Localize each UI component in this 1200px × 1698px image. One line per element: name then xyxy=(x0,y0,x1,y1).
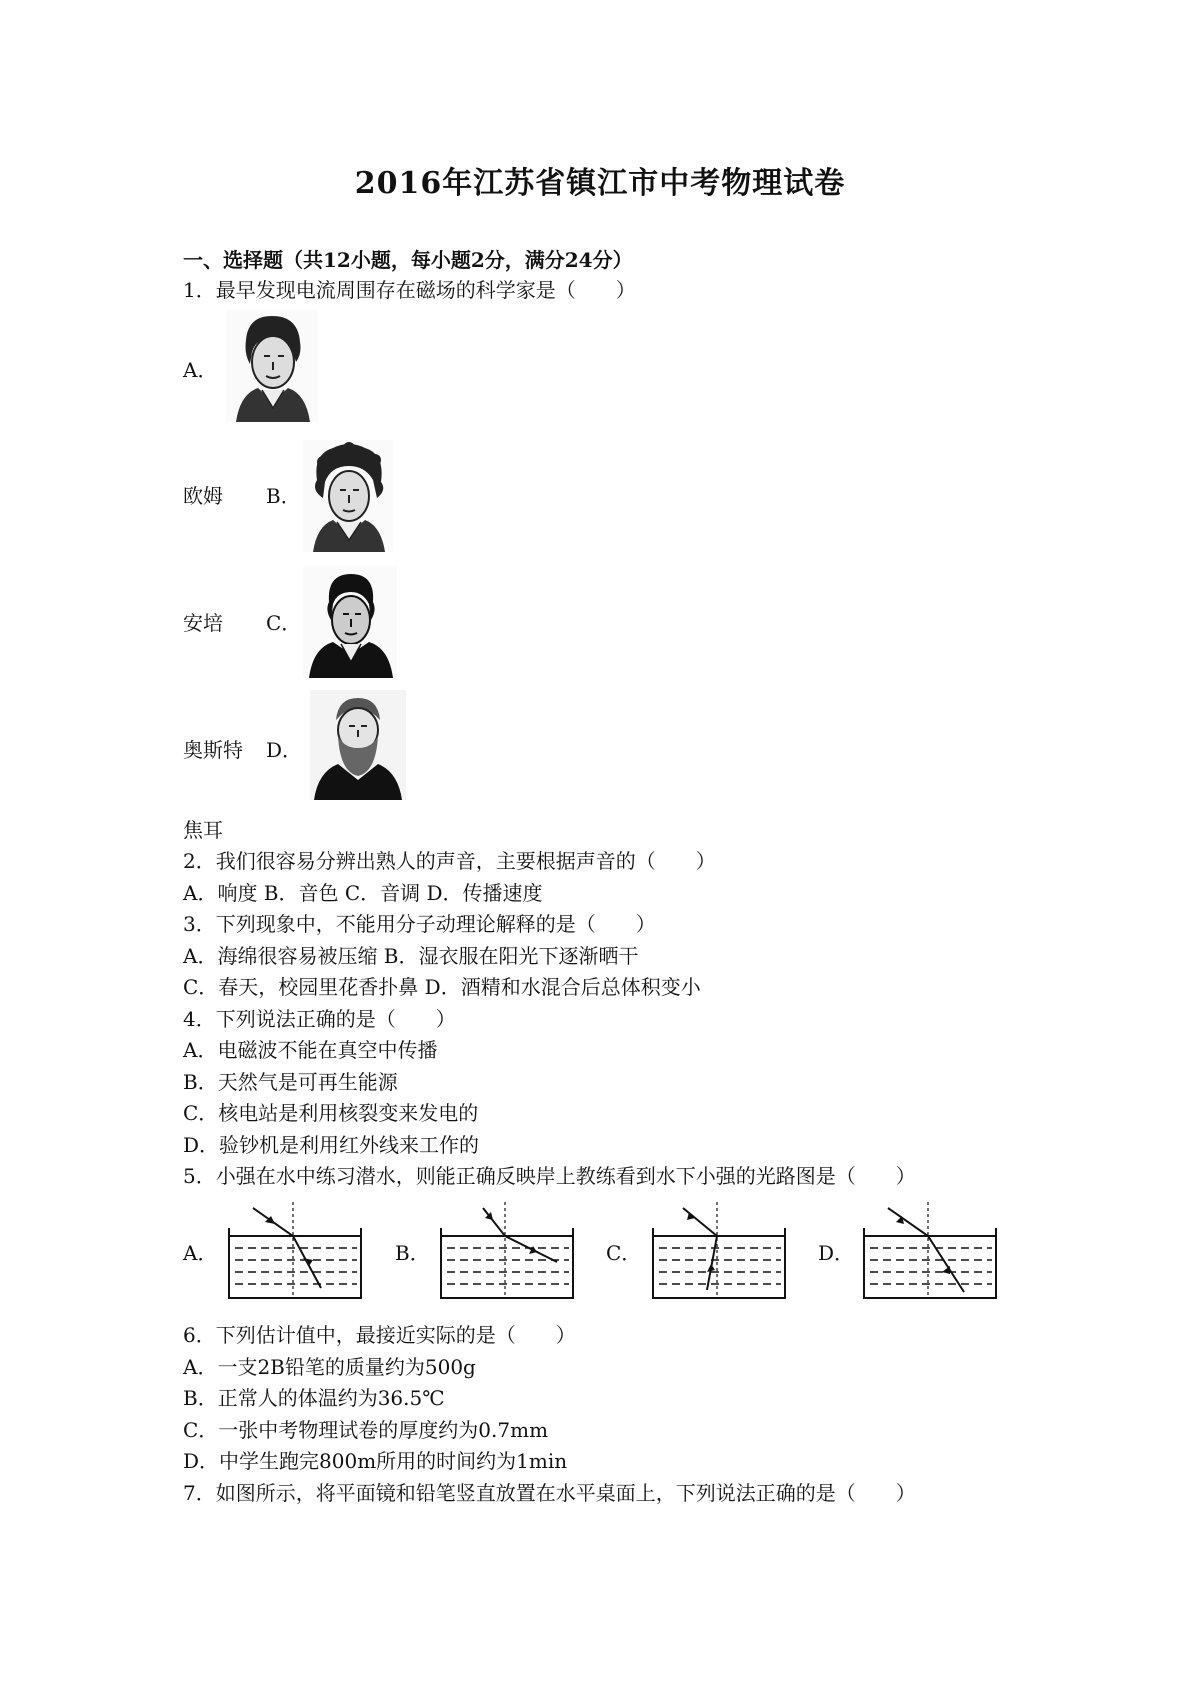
q1-name-ampere: 安培 xyxy=(183,611,223,635)
q5-diagram-c xyxy=(649,1198,789,1308)
q5-stem: 5．小强在水中练习潜水，则能正确反映岸上教练看到水下小强的光路图是（ ） xyxy=(183,1164,916,1188)
q6-option-a: A．一支2B铅笔的质量约为500g xyxy=(183,1355,476,1379)
q1-stem: 1．最早发现电流周围存在磁场的科学家是（ ） xyxy=(183,278,636,302)
q1-name-ohm: 欧姆 xyxy=(183,484,223,508)
q1-portrait-c-image xyxy=(303,566,397,678)
q1-option-b-label: B． xyxy=(266,484,301,508)
q4-option-b: B．天然气是可再生能源 xyxy=(183,1070,398,1094)
q1-option-c-label: C． xyxy=(266,611,302,635)
q6-stem: 6．下列估计值中，最接近实际的是（ ） xyxy=(183,1323,576,1347)
q6-option-d: D．中学生跑完800m所用的时间约为1min xyxy=(183,1449,568,1473)
q1-name-joule: 焦耳 xyxy=(183,818,223,842)
q5-diagram-b xyxy=(437,1198,577,1308)
q5-option-d-label: D． xyxy=(818,1241,855,1265)
q5-option-b-label: B． xyxy=(395,1241,430,1265)
q1-option-a-label: A． xyxy=(183,358,218,382)
q1-option-d-label: D． xyxy=(266,738,303,762)
q4-option-c: C．核电站是利用核裂变来发电的 xyxy=(183,1101,479,1125)
exam-title: 2016年江苏省镇江市中考物理试卷 xyxy=(354,166,846,201)
q4-option-d: D．验钞机是利用红外线来工作的 xyxy=(183,1133,480,1157)
q3-options-ab: A．海绵很容易被压缩 B．湿衣服在阳光下逐渐晒干 xyxy=(183,944,639,968)
q7-stem: 7．如图所示，将平面镜和铅笔竖直放置在水平桌面上，下列说法正确的是（ ） xyxy=(183,1481,916,1505)
section-heading: 一、选择题（共12小题，每小题2分，满分24分） xyxy=(183,248,633,272)
q6-option-c: C．一张中考物理试卷的厚度约为0.7mm xyxy=(183,1418,549,1442)
q1-portrait-a-image xyxy=(226,310,318,422)
q5-diagram-d xyxy=(860,1198,1000,1308)
q3-stem: 3．下列现象中，不能用分子动理论解释的是（ ） xyxy=(183,912,656,936)
q5-diagram-a xyxy=(225,1198,365,1308)
q3-options-cd: C．春天，校园里花香扑鼻 D．酒精和水混合后总体积变小 xyxy=(183,975,701,999)
q2-options: A．响度 B．音色 C．音调 D．传播速度 xyxy=(183,881,543,905)
q2-stem: 2．我们很容易分辨出熟人的声音，主要根据声音的（ ） xyxy=(183,849,716,873)
q4-stem: 4．下列说法正确的是（ ） xyxy=(183,1007,456,1031)
q1-name-oersted: 奥斯特 xyxy=(183,738,243,762)
q1-portrait-b-image xyxy=(303,440,393,552)
q6-option-b: B．正常人的体温约为36.5℃ xyxy=(183,1386,445,1410)
q1-portrait-d-image xyxy=(310,690,406,800)
q4-option-a: A．电磁波不能在真空中传播 xyxy=(183,1038,438,1062)
q5-option-c-label: C． xyxy=(606,1241,642,1265)
q5-option-a-label: A． xyxy=(183,1241,218,1265)
